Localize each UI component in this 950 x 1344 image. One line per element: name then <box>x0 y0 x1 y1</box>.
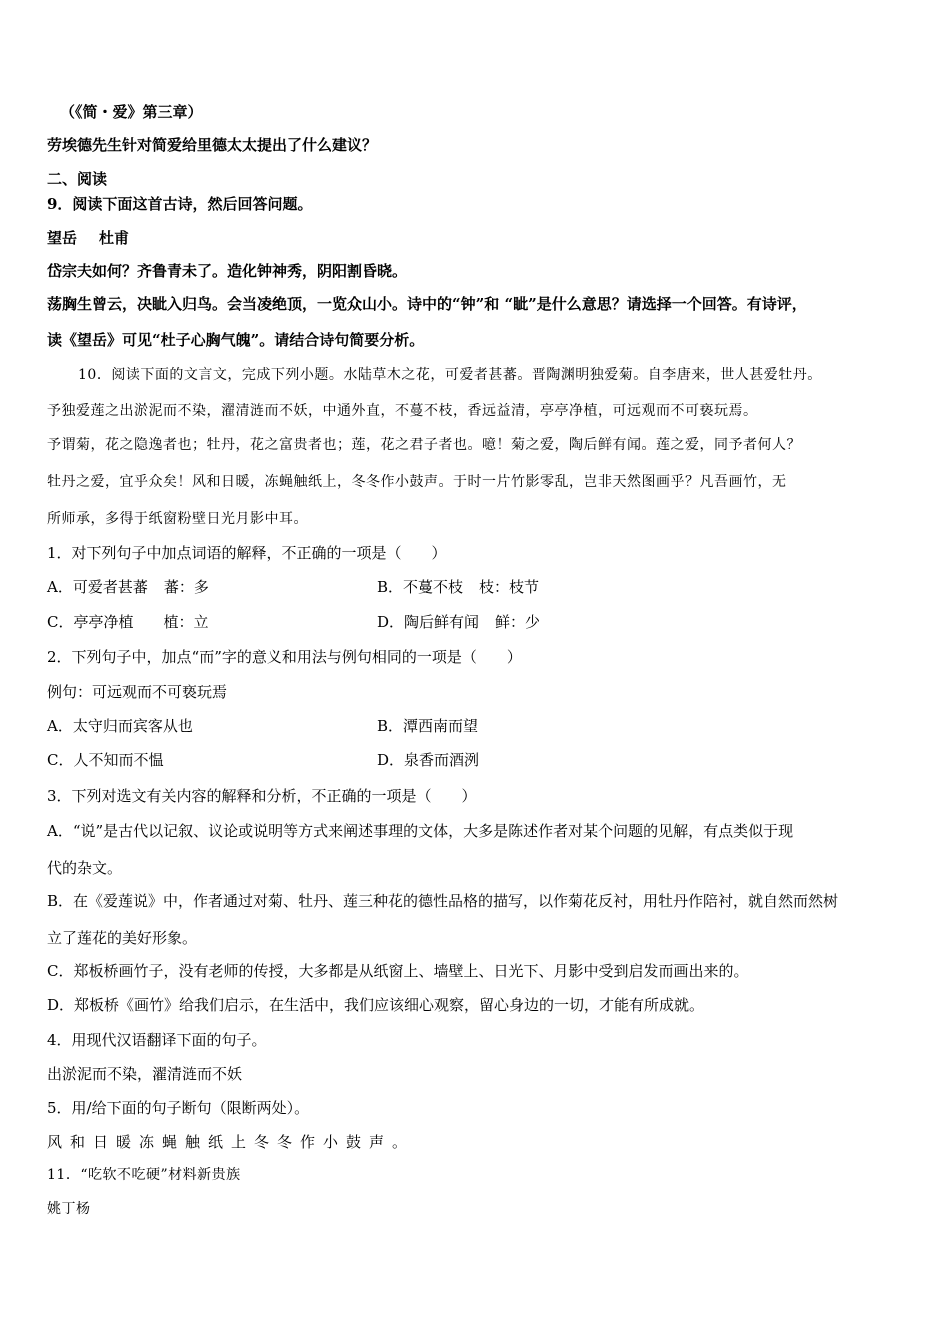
question-prev: 劳埃德先生针对简爱给里德太太提出了什么建议？ <box>47 136 378 154</box>
sub1-option-d: D．陶后鲜有闻 <box>377 613 480 631</box>
poem-line-2: 荡胸生曾云，决眦入归鸟。会当凌绝顶，一览众山小。诗中的“钟”和 “眦”是什么意思？请选择一个回答。有诗评， <box>47 295 807 313</box>
sub5-stem: 5．用/给下面的句子断句（限断两处）。 <box>47 1099 310 1117</box>
sub3-stem: 3．下列对选文有关内容的解释和分析，不正确的一项是（ ） <box>47 787 477 805</box>
sub2-option-d: D．泉香而酒洌 <box>377 751 480 769</box>
poem-line-1: 岱宗夫如何？齐鲁青未了。造化钟神秀，阴阳割昏晓。 <box>47 262 408 280</box>
q10-paragraph-1: 予独爱莲之出淤泥而不染，濯清涟而不妖，中通外直，不蔓不枝，香远益清，亭亭净植，可远观而不可亵玩焉。 <box>47 403 758 419</box>
q9-title: 9．阅读下面这首古诗，然后回答问题。 <box>47 195 313 213</box>
sub1-option-d-gloss: 鲜：少 <box>495 613 541 631</box>
q11-author: 姚丁杨 <box>47 1201 91 1217</box>
sub2-options-row-1 <box>47 714 920 738</box>
sub2-option-c: C．人不知而不愠 <box>47 751 164 769</box>
sub4-sentence: 出淤泥而不染，濯清涟而不妖 <box>47 1065 243 1083</box>
poem-author: 杜甫 <box>99 229 130 247</box>
sub1-options-row-1 <box>47 575 920 599</box>
sub1-stem: 1．对下列句子中加点词语的解释，不正确的一项是（ ） <box>47 544 447 562</box>
sub3-option-a-line-1: A．“说”是古代以记叙、议论或说明等方式来阐述事理的文体，大多是陈述作者对某个问题的见解，有点类似于现 <box>47 822 794 840</box>
source-note: （《简・爱》第三章） <box>60 103 203 121</box>
sub4-stem: 4．用现代汉语翻译下面的句子。 <box>47 1031 267 1049</box>
sub1-option-a-gloss: 蕃：多 <box>163 578 209 596</box>
q10-paragraph-4: 所师承，多得于纸窗粉壁日光月影中耳。 <box>47 511 308 527</box>
sub2-option-a: A．太守归而宾客从也 <box>47 717 193 735</box>
q11-title: 11．“吃软不吃硬”材料新贵族 <box>47 1167 241 1183</box>
poem-heading <box>47 226 920 250</box>
q10-paragraph-3: 牡丹之爱，宜乎众矣！风和日暖，冻蝇触纸上，冬冬作小鼓声。于时一片竹影零乱，岂非天然图画乎？凡吾画竹，无 <box>47 474 787 490</box>
poem-line-3: 读《望岳》可见“杜子心胸气魄”。请结合诗句简要分析。 <box>47 331 425 349</box>
sub1-option-a: A．可爱者甚蕃 <box>47 578 148 596</box>
sub2-example: 例句：可远观而不可亵玩焉 <box>47 683 228 701</box>
sub1-option-c-gloss: 植：立 <box>163 613 209 631</box>
sub5-sentence: 风和日暖冻蝇触纸上冬冬作小鼓声。 <box>47 1133 416 1151</box>
section-heading: 二、阅读 <box>47 170 108 188</box>
q10-intro: 10．阅读下面的文言文，完成下列小题。水陆草木之花，可爱者甚蕃。晋陶渊明独爱菊。自李唐来，世人甚爱牡丹。 <box>78 367 822 383</box>
sub2-options-row-2 <box>47 748 920 772</box>
sub1-options-row-2 <box>47 610 920 634</box>
sub2-option-b: B．潭西南而望 <box>377 717 479 735</box>
poem-title: 望岳 <box>47 229 78 247</box>
sub3-option-b-line-2: 立了莲花的美好形象。 <box>47 929 198 947</box>
sub1-option-b-gloss: 枝：枝节 <box>479 578 540 596</box>
sub3-option-c: C．郑板桥画竹子，没有老师的传授，大多都是从纸窗上、墙壁上、日光下、月影中受到启发而画出来的。 <box>47 962 749 980</box>
q10-paragraph-2: 予谓菊，花之隐逸者也；牡丹，花之富贵者也；莲，花之君子者也。噫！菊之爱，陶后鲜有闻。莲之爱，同予者何人？ <box>47 437 801 453</box>
sub2-stem: 2．下列句子中，加点“而”字的意义和用法与例句相同的一项是（ ） <box>47 648 522 666</box>
sub3-option-b-line-1: B．在《爱莲说》中，作者通过对菊、牡丹、莲三种花的德性品格的描写，以作菊花反衬，用牡丹作陪衬，就自然而然树 <box>47 892 839 910</box>
sub3-option-a-line-2: 代的杂文。 <box>47 859 123 877</box>
sub1-option-b: B．不蔓不枝 <box>377 578 464 596</box>
sub1-option-c: C．亭亭净植 <box>47 613 134 631</box>
sub3-option-d: D．郑板桥《画竹》给我们启示，在生活中，我们应该细心观察，留心身边的一切，才能有所成就。 <box>47 996 705 1014</box>
